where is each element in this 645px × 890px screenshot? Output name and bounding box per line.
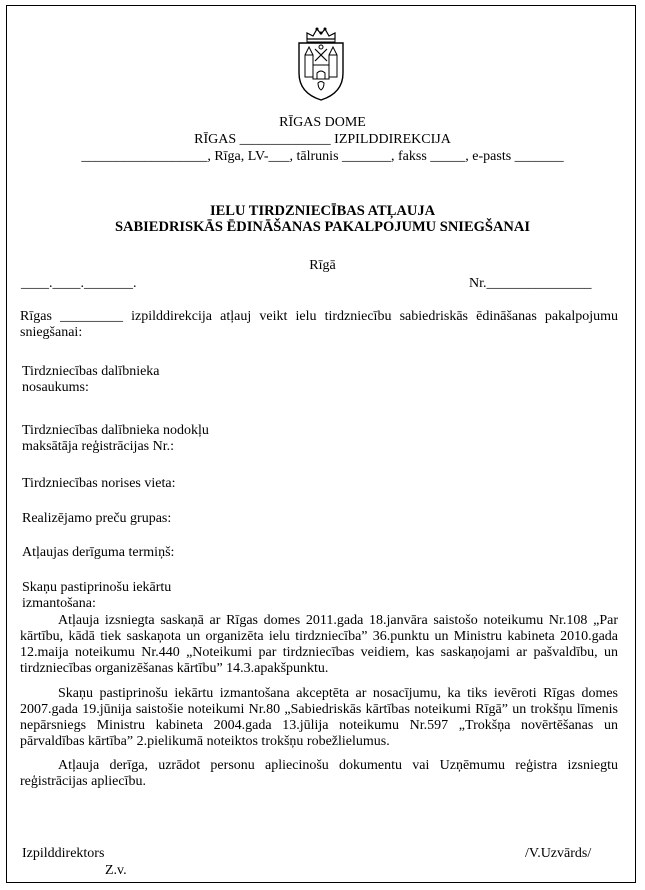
field-participant-name-label-1: Tirdzniecības dalībnieka [22, 364, 160, 379]
sound-condition-text: Skaņu pastiprinošu iekārtu izmantošana akceptēta ar nosacījumu, ka tiks ievēroti Rīgas domes 2007.gada 19.jūnija saistošie noteikumi Nr.80 „Sabiedriskās kārtības noteikumi Rīgā” un trokšņu līmenis nepārsniegs Ministru kabineta 2004.gada 13.jūlija noteikumu Nr.597 „Trokšņa novērtēšanas un pārvaldības kārtība” 2.pielikumā noteiktos trokšņu robežlielumus. [20, 686, 618, 749]
field-validity-term-label: Atļaujas derīguma termiņš: [22, 545, 175, 560]
header-directorate: RĪGAS _____________ IZPILDDIREKCIJA [194, 132, 451, 147]
field-tax-number-label-2: maksātāja reģistrācijas Nr.: [22, 439, 174, 454]
legal-basis-paragraph [20, 613, 618, 677]
date-field: ____.____._______. [21, 276, 137, 291]
document-title-line1: IELU TIRDZNIECĪBAS ATĻAUJA [209, 203, 436, 219]
stamp-place: Z.v. [105, 863, 127, 878]
header-org: RĪGAS DOME [279, 115, 366, 130]
signer-name: /V.Uzvārds/ [525, 846, 592, 861]
place-of-issue: Rīgā [309, 258, 336, 273]
permit-number-field: Nr._______________ [469, 276, 592, 291]
field-sound-equipment-label-2: izmantošana: [22, 596, 96, 611]
field-goods-groups-label: Realizējamo preču grupas: [22, 511, 172, 526]
legal-basis-text: Atļauja izsniegta saskaņā ar Rīgas domes 2011.gada 18.janvāra saistošo noteikumu Nr.108 „Par kārtību, kādā tiek saskaņota un organizēta ielu tirdzniecība” 36.punktu un Ministru kabineta 2010.gada 12.maija noteikumu Nr.440 „Noteikumi par tirdzniecības veidiem, kas saskaņojami ar pašvaldību, un tirdzniecības organizēšanas kārtību” 14.3.apakšpunktu. [20, 613, 618, 676]
field-participant-name-label-2: nosaukums: [22, 380, 89, 395]
intro-paragraph: Rīgas _________ izpilddirekcija atļauj veikt ielu tirdzniecību sabiedriskās ēdināšanas pakalpojumu sniegšanai: [20, 309, 618, 340]
validity-text: Atļauja derīga, uzrādot personu apliecinošu dokumentu vai Uzņēmumu reģistra izsniegtu reģistrācijas apliecību. [20, 758, 618, 789]
field-trade-location-label: Tirdzniecības norises vieta: [22, 476, 176, 491]
sound-condition-paragraph [20, 686, 618, 750]
field-tax-number-label-1: Tirdzniecības dalībnieka nodokļu [22, 423, 209, 438]
signer-title: Izpilddirektors [22, 846, 105, 861]
validity-paragraph [20, 758, 618, 790]
header-contacts: __________________, Rīga, LV-___, tālrunis _______, fakss _____, e-pasts _______ [81, 149, 564, 164]
document-title-line2: SABIEDRISKĀS ĒDINĀŠANAS PAKALPOJUMU SNIEGŠANAI [114, 219, 531, 235]
field-sound-equipment-label-1: Skaņu pastiprinošu iekārtu [22, 580, 172, 595]
riga-coat-of-arms-icon [291, 25, 351, 101]
